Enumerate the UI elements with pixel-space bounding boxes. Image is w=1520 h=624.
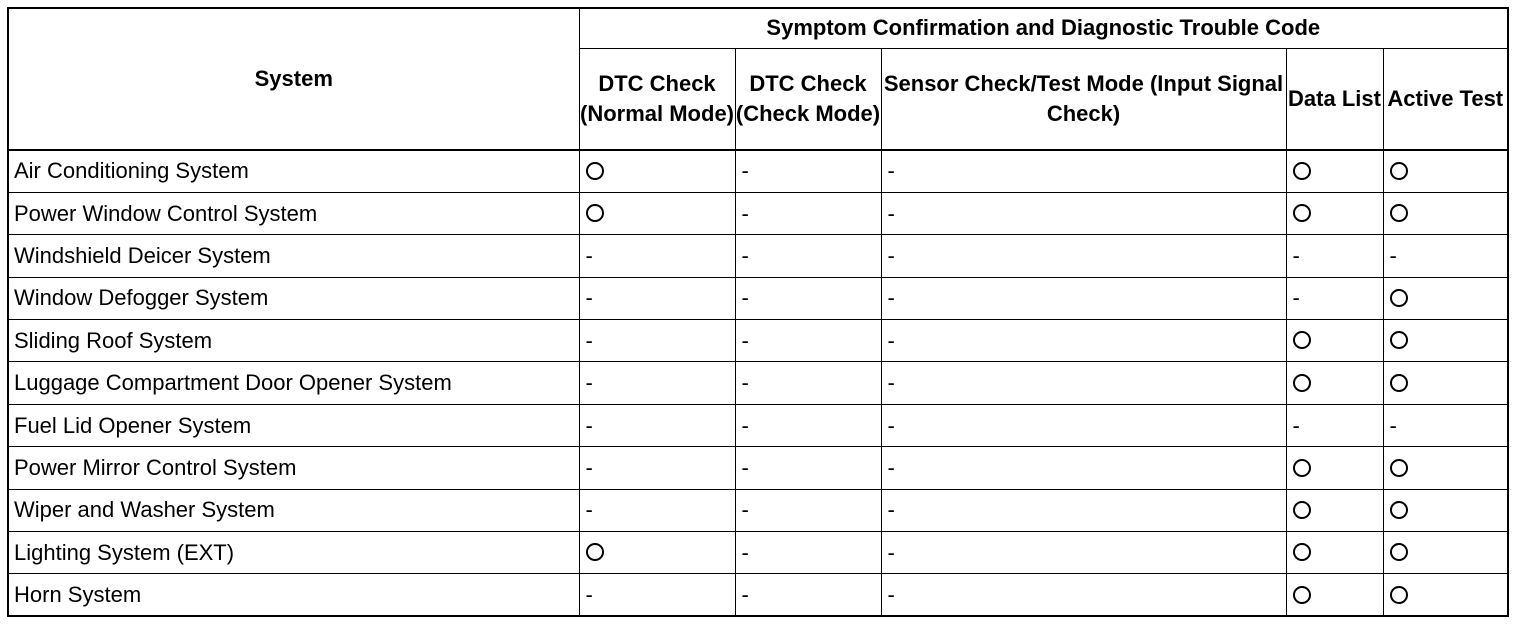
status-cell [881, 150, 1286, 192]
dash-mark: - [1389, 412, 1397, 438]
dash-mark: - [887, 497, 895, 523]
status-cell [881, 489, 1286, 531]
circle-icon [1293, 543, 1311, 561]
header-group-symptom-confirmation: Symptom Confirmation and Diagnostic Trouble Code [579, 8, 1508, 48]
status-cell [1383, 447, 1508, 489]
dash-mark: - [741, 158, 749, 184]
status-cell [1383, 574, 1508, 616]
dash-mark: - [585, 454, 593, 480]
header-data-list: Data List [1286, 48, 1383, 150]
status-cell [735, 404, 881, 446]
status-cell [881, 404, 1286, 446]
status-cell [1383, 192, 1508, 234]
header-system: System [8, 8, 579, 150]
status-cell [1383, 532, 1508, 574]
circle-icon [1293, 501, 1311, 519]
circle-icon [1390, 501, 1408, 519]
system-name-cell: Horn System [8, 574, 579, 616]
table-row [8, 532, 1508, 574]
circle-icon [1293, 459, 1311, 477]
status-cell [1383, 404, 1508, 446]
status-cell [1286, 489, 1383, 531]
status-cell [1286, 192, 1383, 234]
status-cell [579, 404, 735, 446]
status-cell [881, 320, 1286, 362]
dash-mark: - [585, 581, 593, 607]
table-row [8, 150, 1508, 192]
status-cell [1286, 404, 1383, 446]
dash-mark: - [585, 285, 593, 311]
dash-mark: - [741, 581, 749, 607]
status-cell [1383, 277, 1508, 319]
circle-icon [586, 204, 604, 222]
table-row [8, 362, 1508, 404]
dash-mark: - [741, 200, 749, 226]
status-cell [1286, 574, 1383, 616]
system-name-cell: Window Defogger System [8, 277, 579, 319]
dash-mark: - [887, 581, 895, 607]
system-name-cell: Fuel Lid Opener System [8, 404, 579, 446]
status-cell [579, 277, 735, 319]
status-cell [881, 362, 1286, 404]
dash-mark: - [741, 412, 749, 438]
dash-mark: - [585, 412, 593, 438]
status-cell [1383, 489, 1508, 531]
status-cell [735, 320, 881, 362]
status-cell [1286, 277, 1383, 319]
dash-mark: - [1389, 242, 1397, 268]
header-sensor-check: Sensor Check/Test Mode (Input Signal Check) [881, 48, 1286, 150]
dash-mark: - [887, 158, 895, 184]
circle-icon [1390, 374, 1408, 392]
system-name-cell: Luggage Compartment Door Opener System [8, 362, 579, 404]
dash-mark: - [887, 539, 895, 565]
diagnostic-table [7, 7, 1509, 617]
table-row [8, 447, 1508, 489]
table-row [8, 277, 1508, 319]
table-row [8, 404, 1508, 446]
status-cell [1286, 362, 1383, 404]
circle-icon [1293, 374, 1311, 392]
dash-mark: - [585, 327, 593, 353]
circle-icon [1293, 586, 1311, 604]
system-name-cell: Lighting System (EXT) [8, 532, 579, 574]
status-cell [1383, 362, 1508, 404]
table-row [8, 235, 1508, 277]
table-row [8, 489, 1508, 531]
status-cell [1383, 320, 1508, 362]
dash-mark: - [741, 497, 749, 523]
dash-mark: - [741, 285, 749, 311]
status-cell [1286, 447, 1383, 489]
dash-mark: - [585, 242, 593, 268]
status-cell [579, 362, 735, 404]
status-cell [1383, 150, 1508, 192]
status-cell [881, 447, 1286, 489]
header-dtc-check-mode: DTC Check (Check Mode) [735, 48, 881, 150]
status-cell [735, 277, 881, 319]
system-name-cell: Power Window Control System [8, 192, 579, 234]
dash-mark: - [887, 412, 895, 438]
circle-icon [1293, 204, 1311, 222]
table-row [8, 320, 1508, 362]
status-cell [579, 447, 735, 489]
status-cell [735, 150, 881, 192]
table-body [8, 150, 1508, 616]
status-cell [1286, 235, 1383, 277]
status-cell [579, 574, 735, 616]
status-cell [881, 277, 1286, 319]
status-cell [579, 235, 735, 277]
dash-mark: - [585, 497, 593, 523]
system-name-cell: Power Mirror Control System [8, 447, 579, 489]
system-name-cell: Windshield Deicer System [8, 235, 579, 277]
status-cell [735, 532, 881, 574]
status-cell [881, 192, 1286, 234]
dash-mark: - [741, 327, 749, 353]
system-name-cell: Sliding Roof System [8, 320, 579, 362]
circle-icon [1390, 543, 1408, 561]
circle-icon [1390, 331, 1408, 349]
circle-icon [586, 543, 604, 561]
status-cell [579, 532, 735, 574]
circle-icon [1293, 331, 1311, 349]
dash-mark: - [887, 285, 895, 311]
status-cell [1286, 320, 1383, 362]
system-name-cell: Air Conditioning System [8, 150, 579, 192]
circle-icon [1390, 289, 1408, 307]
status-cell [881, 574, 1286, 616]
header-dtc-normal-mode: DTC Check (Normal Mode) [579, 48, 735, 150]
system-name-cell: Wiper and Washer System [8, 489, 579, 531]
status-cell [735, 489, 881, 531]
circle-icon [1390, 204, 1408, 222]
circle-icon [1390, 586, 1408, 604]
circle-icon [586, 162, 604, 180]
status-cell [735, 192, 881, 234]
dash-mark: - [741, 242, 749, 268]
status-cell [1286, 532, 1383, 574]
table-row [8, 192, 1508, 234]
status-cell [579, 192, 735, 234]
status-cell [735, 447, 881, 489]
status-cell [881, 532, 1286, 574]
circle-icon [1390, 459, 1408, 477]
status-cell [579, 489, 735, 531]
dash-mark: - [887, 454, 895, 480]
dash-mark: - [1292, 412, 1300, 438]
status-cell [881, 235, 1286, 277]
table-row [8, 574, 1508, 616]
status-cell [735, 235, 881, 277]
header-active-test: Active Test [1383, 48, 1508, 150]
dash-mark: - [585, 370, 593, 396]
dash-mark: - [741, 370, 749, 396]
circle-icon [1390, 162, 1408, 180]
dash-mark: - [887, 370, 895, 396]
status-cell [1383, 235, 1508, 277]
dash-mark: - [1292, 242, 1300, 268]
dash-mark: - [1292, 285, 1300, 311]
dash-mark: - [741, 454, 749, 480]
status-cell [735, 574, 881, 616]
dash-mark: - [887, 327, 895, 353]
status-cell [579, 320, 735, 362]
status-cell [579, 150, 735, 192]
status-cell [735, 362, 881, 404]
dash-mark: - [741, 539, 749, 565]
circle-icon [1293, 162, 1311, 180]
dash-mark: - [887, 200, 895, 226]
status-cell [1286, 150, 1383, 192]
dash-mark: - [887, 242, 895, 268]
